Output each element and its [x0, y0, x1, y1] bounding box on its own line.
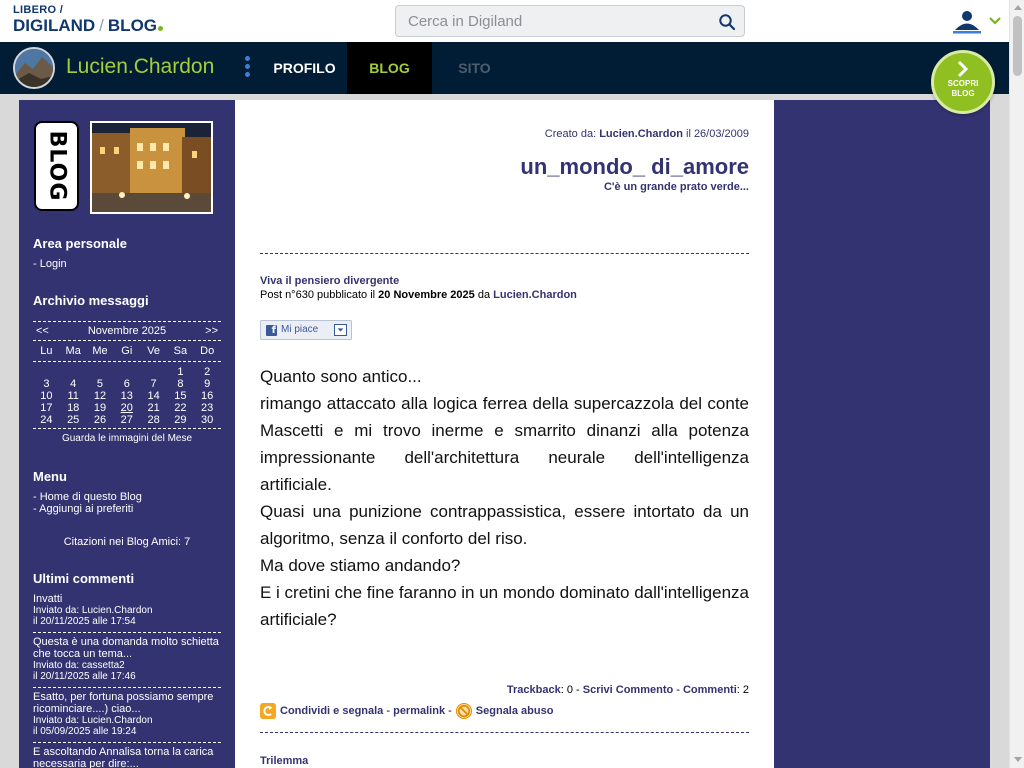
calendar — [33, 321, 221, 444]
post-author-link[interactable]: Lucien.Chardon — [493, 289, 577, 301]
post-actions: Condividi e segnala - permalink - Segnala abuso — [260, 703, 553, 719]
menu-favorites-link[interactable]: - Aggiungi ai preferiti — [33, 503, 134, 515]
logo-digiland: DIGILAND — [13, 16, 96, 35]
more-options-icon[interactable] — [242, 56, 252, 80]
blog-owner-name[interactable]: Lucien.Chardon — [66, 55, 215, 78]
logo-dot-icon — [158, 26, 163, 31]
comments-link[interactable]: Commenti — [682, 684, 737, 696]
menu-heading: Menu — [33, 469, 67, 484]
created-by-author-link[interactable]: Lucien.Chardon — [599, 128, 683, 140]
scopri-blog-button[interactable]: SCOPRI BLOG — [931, 50, 995, 114]
calendar-week: 10 11 12 13 14 15 16 — [40, 390, 214, 402]
blog-page — [19, 100, 990, 768]
blog-nav-bar — [0, 42, 1009, 94]
report-abuse-link[interactable]: Segnala abuso — [475, 705, 554, 717]
calendar-next-link[interactable]: >> — [205, 325, 218, 337]
comment-item[interactable]: E ascoltando Annalisa torna la carica necessaria per dire:... — [33, 746, 214, 768]
calendar-week: 24 25 26 27 28 29 30 — [40, 414, 214, 426]
report-abuse-icon — [456, 703, 472, 719]
search-input[interactable] — [396, 6, 706, 36]
scroll-up-arrow-icon[interactable] — [1014, 5, 1022, 10]
search-icon[interactable] — [718, 13, 736, 31]
archivio-heading: Archivio messaggi — [33, 293, 149, 308]
user-menu-icon[interactable] — [952, 9, 1004, 35]
login-link[interactable]: - Login — [33, 258, 67, 270]
tab-sito[interactable]: SITO — [458, 60, 491, 76]
calendar-prev-link[interactable]: << — [36, 325, 49, 337]
calendar-week: 3 4 5 6 7 8 9 — [43, 378, 211, 390]
search-box — [395, 5, 745, 37]
blog-content — [235, 100, 774, 768]
divider — [260, 732, 749, 733]
menu-home-link[interactable]: - Home di questo Blog — [33, 491, 142, 503]
calendar-weekdays: Lu Ma Me Gi Ve Sa Do — [40, 345, 215, 357]
created-by: Creato da: Lucien.Chardon il 26/03/2009 — [544, 128, 749, 140]
chevron-right-icon — [953, 59, 973, 79]
dropdown-arrow-icon — [334, 324, 347, 336]
comment-item[interactable]: Questa è una domanda molto schietta che tocca un tema... Inviato da: cassetta2 il 20/11/2025 alle 17:46 — [33, 636, 219, 682]
blog-badge: BLOG — [34, 121, 79, 211]
trackback-link[interactable]: Trackback — [506, 684, 561, 696]
post-meta: Post n°630 pubblicato il 20 Novembre 2025 da Lucien.Chardon — [260, 289, 577, 301]
blog-header-photo — [90, 121, 213, 214]
calendar-images-link[interactable]: Guarda le immagini del Mese — [61, 433, 193, 444]
write-comment-link[interactable]: Scrivi Commento — [582, 684, 674, 696]
comment-item[interactable]: Invatti Inviato da: Lucien.Chardon il 20/11/2025 alle 17:54 — [33, 593, 153, 627]
post-footer: Trackback: 0 - Scrivi Commento - Commenti: 2 — [506, 684, 749, 696]
blog-subtitle: C'è un grande prato verde... — [603, 181, 749, 193]
calendar-day-link[interactable]: 20 — [120, 402, 133, 414]
calendar-month: Novembre 2025 — [87, 325, 167, 337]
page-scrollbar[interactable] — [1009, 0, 1024, 768]
divider — [260, 253, 749, 254]
share-icon — [260, 703, 276, 719]
scroll-thumb[interactable] — [1013, 16, 1022, 76]
logo-blog: BLOG — [107, 16, 158, 35]
permalink-link[interactable]: permalink — [393, 705, 446, 717]
blog-title[interactable]: un_mondo_ di_amore — [520, 154, 749, 179]
tab-profilo[interactable]: PROFILO — [273, 60, 336, 76]
calendar-week: 17 18 19 20 21 22 23 — [40, 402, 214, 414]
facebook-like-button[interactable]: f Mi piace — [260, 320, 352, 340]
calendar-week: 1 2 — [177, 366, 211, 378]
top-bar — [0, 0, 1009, 42]
post-body: Quanto sono antico... rimango attaccato alla logica ferrea della supercazzola del conte Mascetti e mi trovo inerme e smarrito dinanzi alla potenza impressionante dell'architettura neurale dell'intelligenza artificiale. Quasi una punizione contrappassistica, essere intortato da un algoritmo, senza il conforto del riso. Ma dove stiamo andando? E i cretini che fine faranno in un mondo dominato dall'intelligenza artificiale? — [260, 367, 749, 629]
comment-item[interactable]: Esatto, per fortuna possiamo sempre ricominciare....) ciao... Inviato da: Lucien.Chardon il 05/09/2025 alle 19:24 — [33, 691, 214, 737]
ultimi-commenti-heading: Ultimi commenti — [33, 571, 135, 586]
post-title[interactable]: Viva il pensiero divergente — [260, 275, 400, 287]
scroll-down-arrow-icon[interactable] — [1014, 757, 1022, 762]
tab-blog[interactable]: BLOG — [347, 42, 432, 94]
avatar[interactable] — [13, 47, 55, 89]
sidebar — [19, 100, 235, 768]
right-column — [774, 100, 990, 768]
next-post-title[interactable]: Trilemma — [260, 755, 309, 767]
facebook-icon: f — [266, 325, 277, 336]
citazioni-text: Citazioni nei Blog Amici: 7 — [63, 536, 191, 548]
logo-libero: LIBERO / — [13, 4, 64, 16]
share-link[interactable]: Condividi e segnala — [280, 705, 384, 717]
digiland-logo[interactable]: LIBERO / DIGILAND / BLOG — [13, 4, 163, 36]
area-personale-heading: Area personale — [33, 236, 127, 251]
